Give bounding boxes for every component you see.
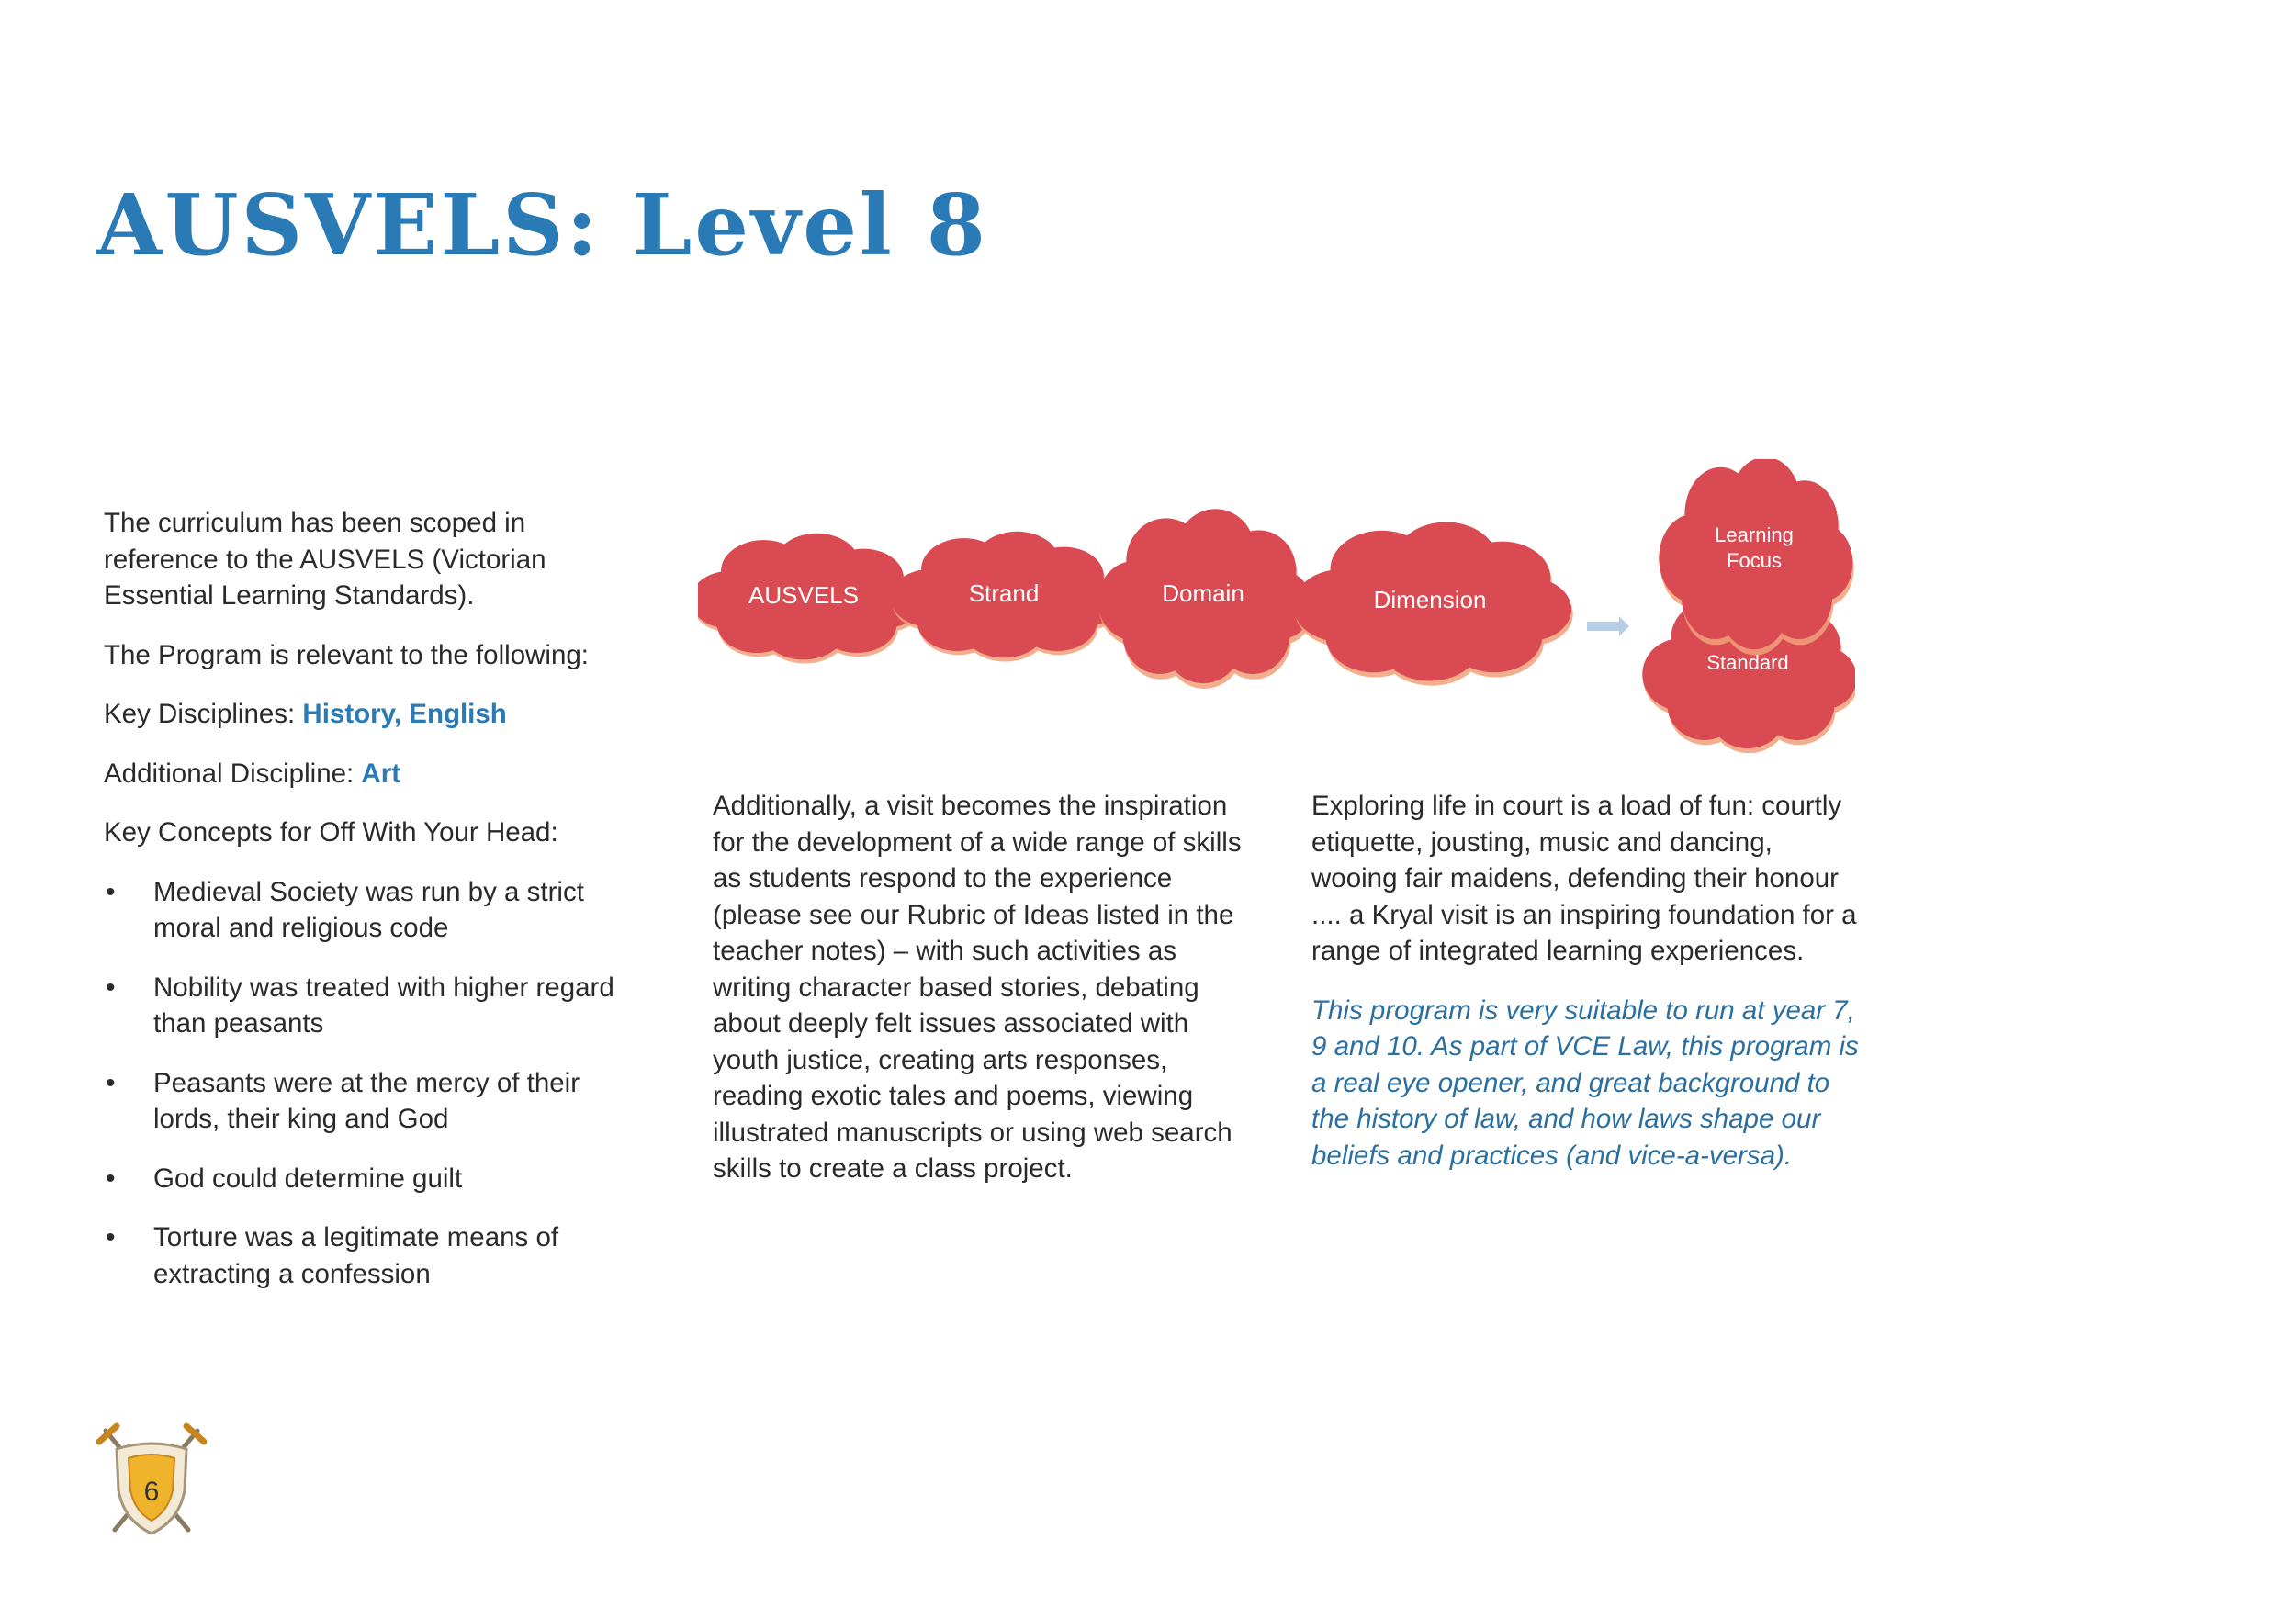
key-disciplines-value: History, English xyxy=(302,699,507,729)
page-title: AUSVELS: Level 8 xyxy=(96,175,988,275)
right-column xyxy=(1311,788,1863,1174)
additional-discipline-value: Art xyxy=(361,758,401,789)
program-suitability-note: This program is very suitable to run at year 7, 9 and 10. As part of VCE Law, this program is a real eye opener, and great background to the history of law, and how laws shape our beliefs and practices (and vice-a-versa). xyxy=(1311,994,1859,1171)
list-item: • God could determine guilt xyxy=(104,1161,618,1197)
additional-discipline xyxy=(104,756,618,792)
arrow-right-icon xyxy=(1587,616,1629,636)
cloud-label-learning-line2: Focus xyxy=(1727,549,1782,572)
list-item: • Peasants were at the mercy of their lords, their king and God xyxy=(104,1065,618,1138)
left-column xyxy=(104,505,618,1315)
middle-column xyxy=(713,788,1255,1187)
cloud-label-standard: Standard xyxy=(1706,651,1789,674)
key-disciplines-label: Key Disciplines: xyxy=(104,699,303,729)
middle-paragraph: Additionally, a visit becomes the inspiration for the development of a wide range of skills as students respond to the experience (please see our Rubric of Ideas listed in the teacher notes) – with such activities as writing character based stories, debating about deeply felt issues associated with youth justice, creating arts responses, reading exotic tales and poems, viewing illustrated manuscripts or using web search skills to create a class project. xyxy=(713,791,1242,1184)
page-number: 6 xyxy=(143,1477,160,1507)
relevance-paragraph: The Program is relevant to the following: xyxy=(104,639,589,670)
cloud-label-dimension: Dimension xyxy=(1373,586,1487,613)
ausvels-hierarchy-diagram xyxy=(698,459,1855,753)
additional-discipline-label: Additional Discipline: xyxy=(104,758,362,789)
shield-page-badge xyxy=(96,1421,207,1541)
list-item: • Medieval Society was run by a strict moral and religious code xyxy=(104,874,618,947)
cloud-label-ausvels: AUSVELS xyxy=(748,581,859,609)
list-item: • Nobility was treated with higher regard than peasants xyxy=(104,970,618,1042)
key-concepts-list xyxy=(104,874,618,1293)
cloud-label-learning-line1: Learning xyxy=(1715,523,1794,546)
key-disciplines xyxy=(104,696,618,733)
right-paragraph: Exploring life in court is a load of fun: courtly etiquette, jousting, music and dancing, wooing fair maidens, defending their honour .... a Kryal visit is an inspiring foundation for a range of integrated learning experiences. xyxy=(1311,791,1857,966)
key-concepts-heading: Key Concepts for Off With Your Head: xyxy=(104,817,558,848)
cloud-label-strand: Strand xyxy=(968,579,1040,607)
intro-paragraph: The curriculum has been scoped in reference to the AUSVELS (Victorian Essential Learning Standards). xyxy=(104,508,546,611)
list-item: • Torture was a legitimate means of extracting a confession xyxy=(104,1219,618,1292)
cloud-label-domain: Domain xyxy=(1162,579,1244,607)
